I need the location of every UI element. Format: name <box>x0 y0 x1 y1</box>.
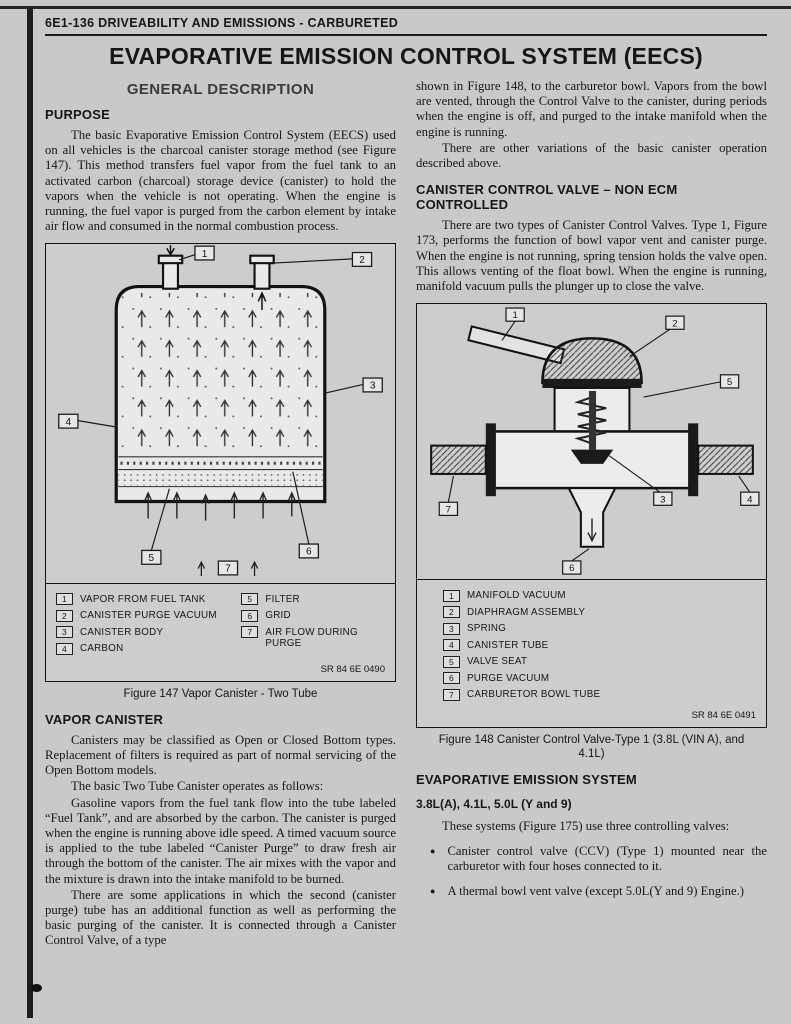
svg-text:1: 1 <box>512 310 518 322</box>
callout-1-marker <box>502 308 524 340</box>
legend-item <box>443 655 758 668</box>
legend-item <box>443 639 758 652</box>
callout-4-marker <box>59 415 116 429</box>
legend-number-box: 4 <box>443 639 460 651</box>
legend-label: VALVE SEAT <box>467 656 528 668</box>
legend-item <box>56 593 241 606</box>
continued-paragraph: shown in Figure 148, to the carburetor bowl. Vapors from the bowl are vented, through the Control Valve to the canister, during periods when the engine is off, and purged to the intake manifold when the engine is running. <box>416 79 767 139</box>
legend-item <box>443 672 758 685</box>
callout-5-marker <box>644 375 739 397</box>
legend-item <box>56 626 241 639</box>
canister-body <box>116 287 325 502</box>
svg-text:6: 6 <box>569 563 575 575</box>
scan-top-edge <box>0 6 791 9</box>
legend-label: CARBURETOR BOWL TUBE <box>467 689 601 701</box>
figure-147-reference-code: SR 84 6E 0490 <box>320 663 385 675</box>
legend-item <box>241 593 387 606</box>
svg-text:3: 3 <box>660 494 666 506</box>
control-valve-diagram <box>417 304 766 579</box>
legend-number-box: 6 <box>443 672 460 684</box>
svg-text:5: 5 <box>148 553 155 565</box>
variations-paragraph: There are other variations of the basic canister operation described above. <box>416 140 767 171</box>
legend-item <box>241 626 387 650</box>
ccv-heading: CANISTER CONTROL VALVE – NON ECM CONTROLLED <box>416 182 678 213</box>
svg-text:4: 4 <box>747 494 753 506</box>
bullet-item-ccv <box>430 844 767 874</box>
vapor-paragraph-1: Canisters may be classified as Open or Closed Bottom types. Replacement of filters is required as part of normal servicing of the Open Bottom models. <box>45 732 396 778</box>
legend-label: PURGE VACUUM <box>467 672 550 684</box>
legend-column-left <box>56 591 241 659</box>
legend-number-box: 4 <box>56 643 73 655</box>
purpose-paragraph: The basic Evaporative Emission Control System (EECS) used on all vehicles is the charcoal canister storage method (see Figure 147). This method transfers fuel vapor from the fuel tank to an activated carbon (charcoal) storage device (canister) to hold the vapors when the vehicle is not operating. When the engine is running, the fuel vapor is purged from the carbon element by intake air flow and consumed in the normal combustion process. <box>45 128 396 234</box>
vapor-paragraph-2: The basic Two Tube Canister operates as follows: <box>71 779 324 794</box>
callout-7-marker <box>218 562 237 576</box>
systems-paragraph: These systems (Figure 175) use three controlling valves: <box>442 818 730 833</box>
callout-4-marker <box>739 476 759 505</box>
legend-item <box>56 609 241 622</box>
figure-147-box <box>45 243 396 681</box>
legend-label: CARBON <box>80 643 124 655</box>
page <box>45 16 767 949</box>
legend-label: CANISTER BODY <box>80 626 164 638</box>
svg-text:2: 2 <box>672 318 678 330</box>
legend-label: FILTER <box>265 593 300 605</box>
vapor-paragraph-3: Gasoline vapors from the fuel tank flow into the tube labeled “Fuel Tank”, and are absorbed by the carbon. The canister is purged when the engine is running above idle speed. A timed vacuum source is applied to the tube labeled “Canister Purge” to draw fresh air through the bottom of the canister. The air mixes with the vapor and the mixture is drawn into the intake manifold to be burned. <box>45 795 396 886</box>
legend-number-box: 5 <box>443 656 460 668</box>
legend-item <box>241 609 387 622</box>
legend-label: MANIFOLD VACUUM <box>467 590 566 602</box>
legend-number-box: 6 <box>241 610 258 622</box>
legend-number-box: 2 <box>56 610 73 622</box>
legend-item <box>443 606 758 619</box>
legend-label: CANISTER TUBE <box>467 639 549 651</box>
svg-text:2: 2 <box>359 255 365 267</box>
callout-2-marker <box>272 253 372 267</box>
general-description-heading: GENERAL DESCRIPTION <box>126 81 315 98</box>
svg-text:6: 6 <box>306 547 312 559</box>
callout-3-marker <box>326 378 382 393</box>
vapor-paragraph-4: There are some applications in which the second (canister purge) tube has an additional function as well as performing the basic purging of the canister. It is connected through a Canister Control Valve, of a type <box>45 887 396 948</box>
two-column-layout <box>45 79 767 949</box>
figure-148-caption: Figure 148 Canister Control Valve-Type 1 (3.8L (VIN A), and 4.1L) <box>438 733 745 760</box>
legend-number-box: 1 <box>443 590 460 602</box>
legend-column-right <box>241 591 387 659</box>
legend-label: CANISTER PURGE VACUUM <box>80 610 217 622</box>
bullet-text: A thermal bowl vent valve (except 5.0L(Y and 9) Engine.) <box>447 884 744 899</box>
legend-item <box>443 688 758 701</box>
scan-left-edge <box>27 8 33 1018</box>
svg-text:7: 7 <box>445 504 452 516</box>
legend-number-box: 7 <box>241 626 258 638</box>
vapor-canister-diagram <box>46 244 395 582</box>
svg-text:1: 1 <box>201 249 208 261</box>
page-title: EVAPORATIVE EMISSION CONTROL SYSTEM (EECS) <box>109 43 703 69</box>
evap-system-heading: EVAPORATIVE EMISSION SYSTEM <box>416 771 637 787</box>
svg-text:3: 3 <box>369 381 376 393</box>
legend-number-box: 1 <box>56 593 73 605</box>
engines-heading: 3.8L(A), 4.1L, 5.0L (Y and 9) <box>416 796 572 811</box>
bullet-text: Canister control valve (CCV) (Type 1) mounted near the carburetor with four hoses connected to it. <box>447 844 767 874</box>
vapor-canister-heading: VAPOR CANISTER <box>45 711 164 727</box>
svg-text:4: 4 <box>65 417 72 429</box>
callout-1-marker <box>179 247 214 261</box>
figure-147-legend <box>46 583 395 662</box>
bullet-icon: ● <box>430 886 436 897</box>
figure-148-reference-code: SR 84 6E 0491 <box>691 709 756 721</box>
legend-item <box>443 622 758 635</box>
svg-text:7: 7 <box>225 564 231 576</box>
legend-item <box>56 642 241 655</box>
legend-number-box: 3 <box>56 626 73 638</box>
bullet-icon: ● <box>430 846 436 857</box>
legend-label: AIR FLOW DURING PURGE <box>265 626 358 650</box>
column-right <box>416 79 767 949</box>
legend-label: VAPOR FROM FUEL TANK <box>80 593 206 605</box>
callout-6-marker <box>563 549 589 574</box>
legend-label: GRID <box>265 610 291 622</box>
callout-2-marker <box>629 316 684 356</box>
legend-number-box: 5 <box>241 593 258 605</box>
legend-number-box: 7 <box>443 689 460 701</box>
column-left <box>45 79 396 949</box>
figure-147-caption: Figure 147 Vapor Canister - Two Tube <box>123 687 318 700</box>
figure-148-legend <box>417 579 766 708</box>
ccv-paragraph: There are two types of Canister Control Valves. Type 1, Figure 173, performs the function of bowl vapor vent and canister purge. When the engine is not running, spring tension holds the valve open. This allows venting of the float bowl. When the engine is running, manifold vacuum pulls the plunger up to close the valve. <box>416 218 767 294</box>
legend-number-box: 3 <box>443 623 460 635</box>
legend-item <box>443 589 758 602</box>
purpose-heading: PURPOSE <box>45 107 110 122</box>
legend-label: DIAPHRAGM ASSEMBLY <box>467 606 586 618</box>
callout-7-marker <box>439 476 457 515</box>
legend-number-box: 2 <box>443 606 460 618</box>
page-header: 6E1-136 DRIVEABILITY AND EMISSIONS - CARBURETED <box>45 16 767 36</box>
scan-artifact-dot <box>31 984 42 992</box>
figure-148-box <box>416 303 767 728</box>
svg-text:5: 5 <box>726 377 733 389</box>
bullet-item-thermal-valve <box>430 884 767 899</box>
legend-label: SPRING <box>467 623 507 635</box>
